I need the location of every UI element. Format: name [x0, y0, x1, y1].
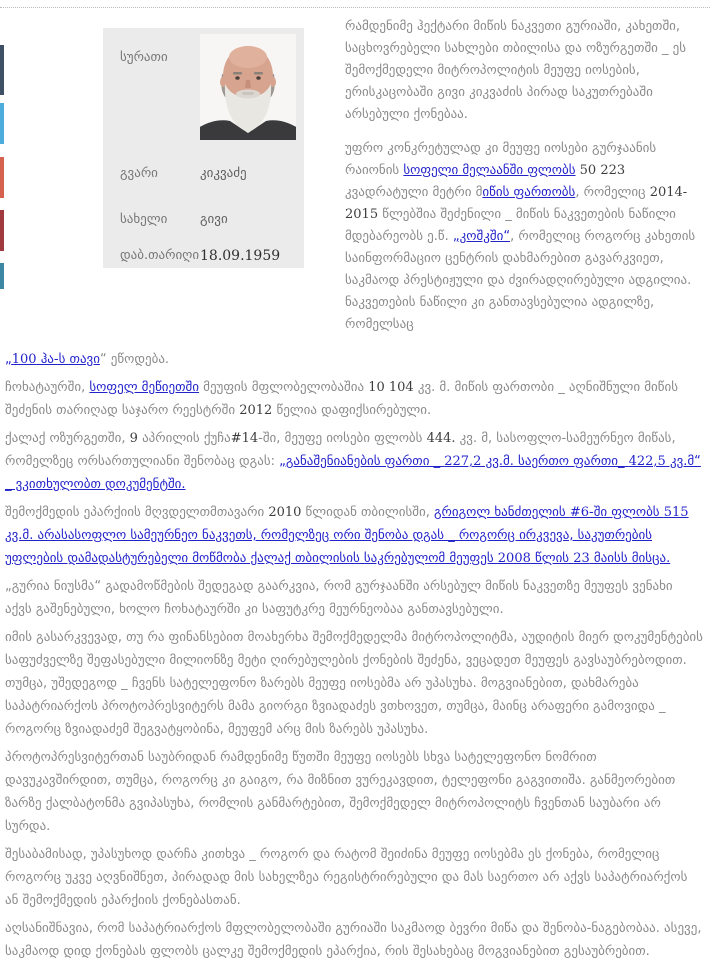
numeric-text: #14 [230, 431, 259, 446]
text-link[interactable]: სოფელ მეწიეთში [89, 380, 200, 395]
text-link[interactable]: 100 [11, 352, 37, 367]
text-link[interactable]: „კოშკში“ [452, 229, 511, 244]
text-link[interactable]: 227,2 [444, 454, 482, 469]
text-link[interactable]: ჰა-ს თავი [36, 352, 100, 367]
numeric-text: 2014-2015 [345, 185, 688, 222]
body-text: წელია დაფიქსირებული. [272, 403, 432, 418]
body-text: შესაბამისად, უპასუხოდ დარჩა კითხვა _ როგორ და რატომ შეიძინა მეუფე იოსებმა ეს ქონება, რომელიც როგორც უკვე აღვნიშნეთ, პირადად მის სახელზეა რეგისტრირებული და მას საერთო არ აქვს საპატრიარქოს ან შემოქმედის ეპარქიის ქონებასთან. [5, 847, 688, 908]
intro-text-column [345, 0, 703, 336]
body-text: მეუფის მფლობელობაშია [199, 380, 369, 395]
body-text: პროტოპრესვიტერთან საუბრიდან რამდენიმე წუთში მეუფე იოსებს სხვა სატელეფონო ნომრით დავუკავშირდით, თუმცა, როგორც კი გაიგო, რა მიზნით ვურეკავდით, ტელეფონი გაგვითიშა. განმეორებით ზარზე ქალბატონმა გვიპასუხა, რომლის განმარტებით, შემოქმედელ მიტროპოლიტს ჩვენთან საუბარი არ სურდა. [5, 750, 676, 834]
body-text: წლებშია შეძენილი _ მიწის ნაკვეთების ნაწილი მდებარეობს ე.წ. [345, 207, 676, 244]
surname-label: გვარი [120, 166, 158, 181]
numeric-text: 444. [426, 431, 456, 446]
body-text: კვადრატული მეტრი მ [345, 185, 483, 200]
article-body [5, 348, 703, 963]
text-link[interactable]: #6 [569, 505, 589, 520]
photo-label: სურათი [120, 50, 168, 65]
body-text: -ში, მეუფე იოსები ფლობს [258, 431, 427, 446]
article-intro [0, 0, 710, 336]
text-link[interactable]: მაისს მისცა. [589, 551, 671, 566]
text-link[interactable]: „განაშენიანების ფართი _ [279, 454, 445, 469]
text-link[interactable]: იწის ფართობს [482, 185, 576, 200]
body-text: ქალაქ ოზურგეთში, [5, 431, 130, 446]
birthdate-label: დაბ.თარიღი [120, 248, 200, 263]
text-link[interactable]: სოფელი მელაანში ფლობს [403, 163, 576, 178]
paragraph [5, 843, 703, 912]
paragraph [5, 376, 703, 422]
text-link[interactable]: წლის [530, 551, 574, 566]
paragraph [5, 427, 703, 496]
body-text: აპრილის ქუჩა [137, 431, 231, 446]
body-text: უფრო კონკრეტულად კი მეუფე იოსები გურჯაანის რაიონის [345, 141, 657, 178]
birthdate-value: 18.09.1959 [200, 248, 281, 264]
text-link[interactable]: -ში ფლობს [589, 505, 664, 520]
numeric-text: 2010 [268, 505, 302, 520]
paragraph [345, 16, 703, 126]
paragraph [5, 746, 703, 838]
body-text: შემოქმედის ეპარქიის მღვდელთმთავარი [5, 505, 269, 520]
profile-photo [200, 34, 296, 140]
text-link[interactable]: კვ.მ. არასასოფლო სამეურნეო ნაკვეთს, რომელზეც ორი შენობა დგას _ როგორც ირკვევა, საკუთრების უფლების დამადასტურებელი მოწმობა ქალაქ თბილისის საკრებულომ მეუფეს [5, 528, 653, 566]
paragraph [5, 575, 703, 621]
body-text: , რომელიც [575, 185, 650, 200]
text-link[interactable]: კვ.მ“ _ ვკითხულობთ დოკუმენტში. [5, 454, 701, 492]
body-text: რამდენიმე ჰექტარი მიწის ნაკვეთი გურიაში, კახეთში, საცხოვრებელი სახლები თბილისა და ოზურგეთში _ ეს შემოქმედელი მიტროპოლიტის მეუფე იოსების, ერისკაცობაში გივი კიკვაძის პირად საკუთრებაში არსებული ქონებაა. [345, 19, 687, 122]
text-link[interactable]: 422,5 [628, 454, 666, 469]
profile-card [103, 28, 304, 268]
paragraph [5, 348, 703, 371]
body-text: „გურია ნიუსმა“ გადამოწმების შედეგად გაარკვია, რომ გურჯაანში არსებულ მიწის ნაკვეთზე მეუფეს ვენახი აქვს გაშენებული, ხოლო ჩოხატაურში კი საფუტკრე მეურნეობაა განთავსებული. [5, 579, 673, 617]
text-link[interactable]: 2008 [497, 551, 531, 566]
body-text: აღსანიშნავია, რომ საპატრიარქოს მფლობელობაში გურიაში საკმაოდ ბევრი მიწა და შენობა-ნაგებობაა. ასევე, საკმაოდ დიდ ქონებას ფლობს ცალკე შემოქმედის ეპარქია, რის შესახებაც მოგვიანებით გესაუბრებით. [5, 921, 702, 959]
body-text: კვ. მ. მიწის ფართობი _ აღნიშნული მიწის შეძენის თარიღად საჯარო რეესტრში [5, 380, 679, 418]
body-text: “ ეწოდება. [99, 352, 170, 367]
body-text: კვ. მ, სასოფლო-სამეურნეო მიწას, რომელზეც ორსართულიანი შენობაც დგას: [5, 431, 676, 469]
name-value: გივი [200, 212, 228, 227]
name-label: სახელი [120, 212, 168, 227]
text-link[interactable]: გრიგოლ ხანძთელის [433, 505, 570, 520]
body-text: , რომელიც როგორც კახეთის საინფორმაციო ცენტრის დახმარებით გავარკვიეთ, საკმაოდ პრესტიჟული და ძვირადღირებული ადგილია. ნაკვეთების ნაწილი კი განთავსებულია ადგილზე, რომელსაც [345, 229, 696, 332]
numeric-text: 50 223 [579, 163, 626, 178]
body-text: წლიდან თბილისში, [301, 505, 434, 520]
paragraph [5, 501, 703, 570]
surname-value: კიკვაძე [200, 166, 247, 181]
numeric-text: 2012 [239, 403, 273, 418]
numeric-text: 10 104 [368, 380, 414, 395]
body-text: იმის გასარკვევად, თუ რა ფინანსებით მოახერხა შემოქმედელმა მიტროპოლიტმა, აუდიტის მიერ დოკუმენტების საფუძველზე შეფასებული მილიონზე მეტი ღირებულების ქონების შეძენა, ვეცადეთ მეუფეს გავსაუბრებოდით. თუმცა, უშედეგოდ _ ჩვენს სატელეფონო ზარებს მეუფე იოსებმა არ უპასუხა. მოგვიანებით, დახმარება საპატრიარქოს პროტოპრესვიტერს მამა გიორგი ზვიადაძეს ვთხოვეთ, თუმცა, მაინც არაფერი გამოვიდა _ როგორც ზვიადაძემ შეგვატყობინა, მეუფემ არც მის ზარებს უპასუხა. [5, 630, 703, 737]
text-link[interactable]: 515 [663, 505, 689, 520]
text-link[interactable]: კვ.მ. საერთო ფართი_ [481, 454, 629, 469]
text-link[interactable]: „ [5, 352, 12, 367]
paragraph [345, 138, 703, 336]
numeric-text: 9 [129, 431, 138, 446]
paragraph [5, 917, 703, 963]
body-text: ჩოხატაურში, [5, 380, 90, 395]
paragraph [5, 626, 703, 741]
text-link[interactable]: 23 [573, 551, 590, 566]
